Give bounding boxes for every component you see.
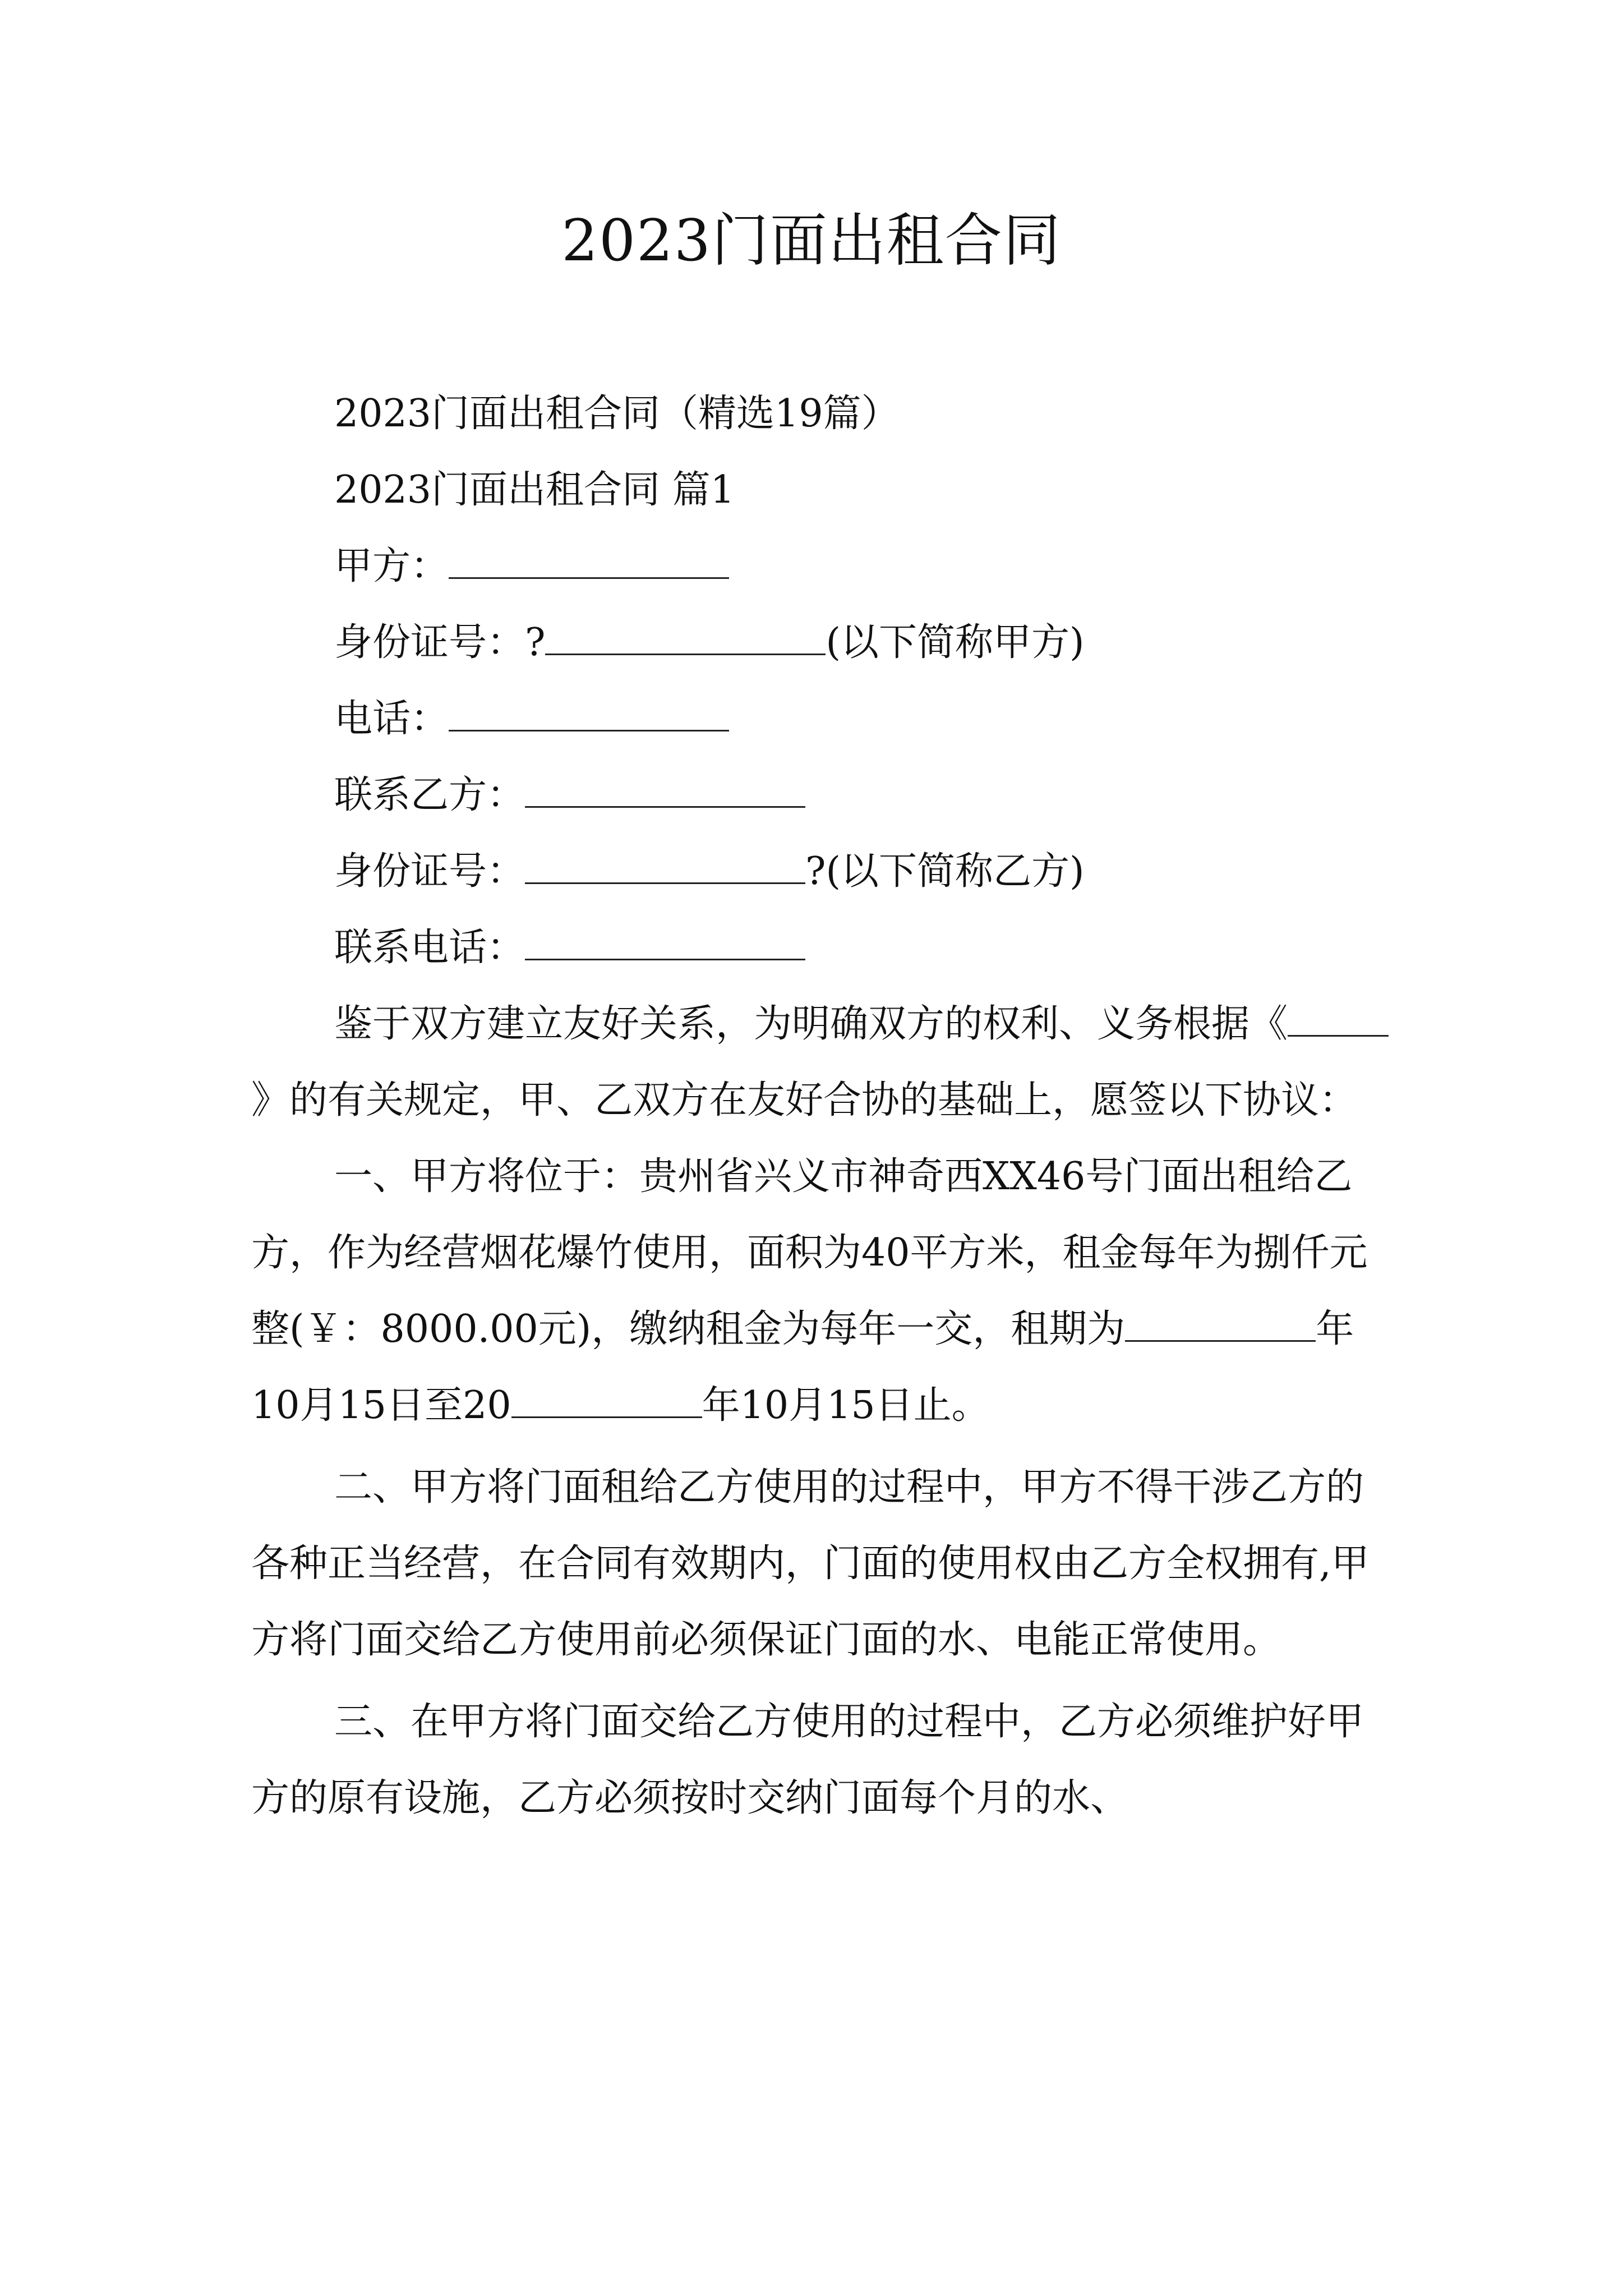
phone-a-blank (449, 696, 729, 731)
law-name-blank (1288, 1001, 1389, 1037)
preamble-text-a: 鉴于双方建立友好关系，为明确双方的权利、义务根据《 (334, 1002, 1288, 1046)
id-b-blank (525, 849, 805, 884)
party-b-blank (525, 772, 805, 808)
id-b-suffix: ?(以下简称乙方) (805, 849, 1085, 894)
document-body (251, 376, 1390, 1837)
party-b-field (251, 757, 1390, 834)
party-a-blank (449, 544, 729, 579)
clause-1-text-a: 一、甲方将位于：贵州省兴义市神奇西XX46号门面出租给乙方，作为经营烟花爆竹使用，面积为40平方米，租金每年为捌仟元整(￥：8000.00元)，缴纳租金为每年一交，租期为 (251, 1154, 1368, 1351)
section-heading: 2023门面出租合同 篇1 (334, 468, 735, 512)
id-b-field (251, 834, 1390, 910)
id-a-field (251, 605, 1390, 681)
party-a-field (251, 528, 1390, 605)
clause-1-text-c: 年10月15日止。 (702, 1383, 990, 1428)
id-a-label: 身份证号：? (334, 620, 546, 665)
clause-2-paragraph: 二、甲方将门面租给乙方使用的过程中，甲方不得干涉乙方的各种正当经营，在合同有效期内，门面的使用权由乙方全权拥有,甲方将门面交给乙方使用前必须保证门面的水、电能正常使用。 (251, 1465, 1370, 1662)
clause-1-paragraph (251, 1139, 1390, 1444)
party-b-label: 联系乙方： (334, 773, 525, 817)
id-a-suffix: (以下简称甲方) (826, 620, 1085, 665)
clause-3-paragraph: 三、在甲方将门面交给乙方使用的过程中，乙方必须维护好甲方的原有设施，乙方必须按时交纳门面每个月的水、 (251, 1700, 1364, 1820)
phone-a-label: 电话： (334, 697, 449, 741)
phone-b-field (251, 910, 1390, 986)
end-year-blank (511, 1383, 702, 1418)
document-title: 2023门面出租合同 (561, 208, 1062, 274)
phone-b-blank (525, 925, 805, 960)
preamble-text-b: 》的有关规定，甲、乙双方在友好合协的基础上，愿签以下协议： (251, 1078, 1358, 1122)
party-a-label: 甲方： (334, 544, 449, 588)
clause-1-text-b: 年10月15日至20 (251, 1307, 1354, 1428)
id-b-label: 身份证号： (334, 849, 525, 894)
phone-b-label: 联系电话： (334, 926, 525, 970)
preamble-paragraph (251, 986, 1390, 1139)
phone-a-field (251, 681, 1390, 757)
start-year-blank (1125, 1306, 1316, 1342)
document-subtitle: 2023门面出租合同（精选19篇） (334, 392, 900, 436)
id-a-blank (545, 620, 826, 655)
